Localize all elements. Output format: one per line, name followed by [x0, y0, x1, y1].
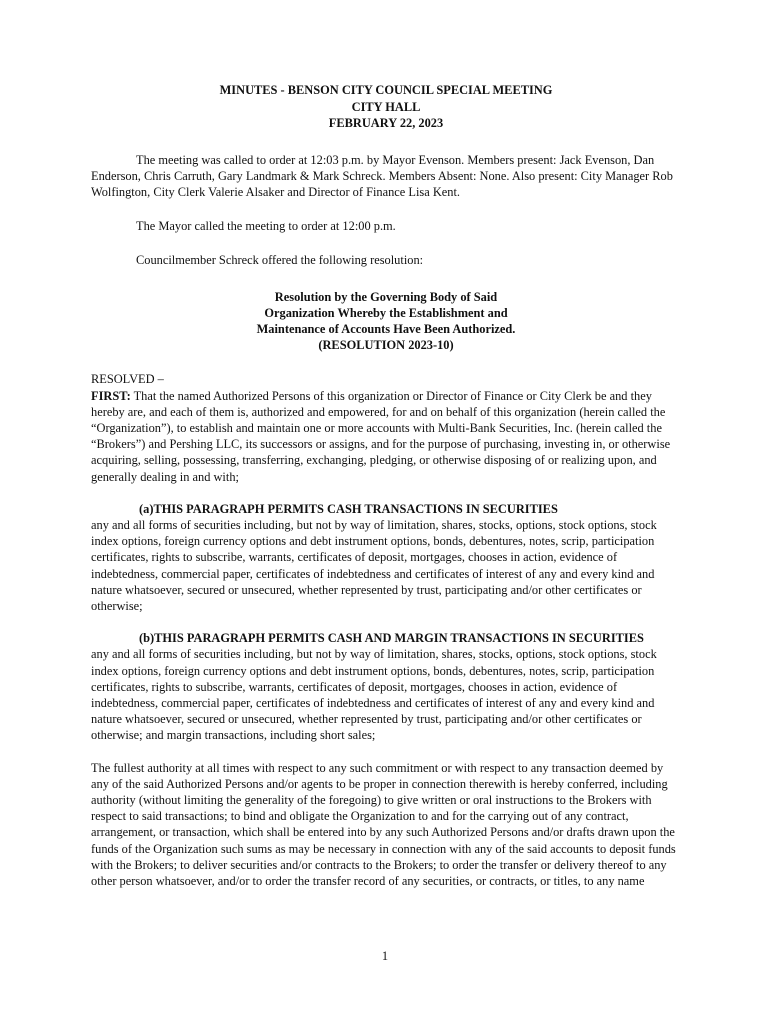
fullest-authority-paragraph: The fullest authority at all times with respect to any such commitment or with respect to any transaction deemed by any of the said Authorized Persons and/or agents to be proper in connection therewith is hereby conferred, including authority (without limiting the generality of the foregoing) to give written or oral instructions to the Brokers with respect to said transactions; to bind and obligate the Organization to and for the carrying out of any contract, arrangement, or transaction, which shall be entered into by any such Authorized Persons and/or drafts drawn upon the funds of the Organization such sums as may be necessary in connection with any of the said accounts to deposit funds with the Brokers; to deliver securities and/or contracts to the Brokers; to order the transfer or delivery thereof to any other person whatsoever, and/or to order the transfer record of any securities, or contracts, or titles, to any name	[91, 760, 676, 889]
resolution-title-line: Maintenance of Accounts Have Been Authorized.	[256, 321, 516, 336]
resolution-title	[91, 289, 681, 354]
resolution-title-line: Organization Whereby the Establishment and	[264, 305, 508, 320]
resolution-offered-paragraph: Councilmember Schreck offered the following resolution:	[136, 253, 424, 268]
call-to-order-paragraph: The meeting was called to order at 12:03 p.m. by Mayor Evenson. Members present: Jack Evenson, Dan Enderson, Chris Carruth, Gary Landmark & Mark Schreck. Members Absent: None. Also present: City Manager Rob Wolfington, City Clerk Valerie Alsaker and Director of Finance Lisa Kent.	[91, 152, 673, 199]
resolution-number: (RESOLUTION 2023-10)	[318, 338, 454, 353]
resolved-label: RESOLVED –	[91, 372, 164, 387]
section-a-body: any and all forms of securities including, but not by way of limitation, shares, stocks, options, stock options, stock index options, foreign currency options and debt instrument options, bonds, debentures, notes, scrip, participation certificates, rights to subscribe, warrants, certificates of deposit, mortgages, chooses in action, evidence of indebtedness, commercial paper, certificates of indebtedness and certificates of interest of any and every kind and nature whatsoever, secured or unsecured, whether represented by trust, participating and/or other certificates or otherwise;	[91, 517, 657, 613]
first-text: That the named Authorized Persons of this organization or Director of Finance or City Clerk be and they hereby are, and each of them is, authorized and empowered, for and on behalf of this organization (herein called the “Organization”), to establish and maintain one or more accounts with Multi-Bank Securities, Inc. (herein called the “Brokers”) and Pershing LLC, its successors or assigns, and for the purpose of purchasing, investing in, or otherwise acquiring, selling, possessing, transferring, exchanging, pledging, or otherwise disposing of or realizing upon, and generally dealing in and with;	[91, 388, 671, 484]
section-b-heading: (b)THIS PARAGRAPH PERMITS CASH AND MARGIN TRANSACTIONS IN SECURITIES	[139, 631, 644, 646]
section-b-body: any and all forms of securities including, but not by way of limitation, shares, stocks, options, stock options, stock index options, foreign currency options and debt instrument options, bonds, debentures, notes, scrip, participation certificates, rights to subscribe, warrants, certificates of deposit, mortgages, chooses in action, evidence of indebtedness, commercial paper, certificates of indebtedness and certificates of interest of any and every kind and nature whatsoever, secured or unsecured, whether represented by trust, participating and/or other certificates or otherwise; and margin transactions, including short sales;	[91, 647, 657, 743]
mayor-called-paragraph: The Mayor called the meeting to order at 12:00 p.m.	[136, 219, 396, 234]
document-body	[91, 82, 681, 889]
page-number: 1	[381, 949, 389, 963]
header-date: FEBRUARY 22, 2023	[328, 116, 444, 130]
section-a-heading: (a)THIS PARAGRAPH PERMITS CASH TRANSACTIONS IN SECURITIES	[139, 501, 558, 516]
resolution-title-line: Resolution by the Governing Body of Said	[274, 289, 498, 304]
first-label: FIRST:	[91, 388, 131, 403]
minutes-header	[91, 82, 681, 132]
header-location: CITY HALL	[351, 99, 421, 114]
header-title: MINUTES - BENSON CITY COUNCIL SPECIAL MEETING	[219, 83, 553, 97]
first-paragraph	[91, 388, 681, 485]
